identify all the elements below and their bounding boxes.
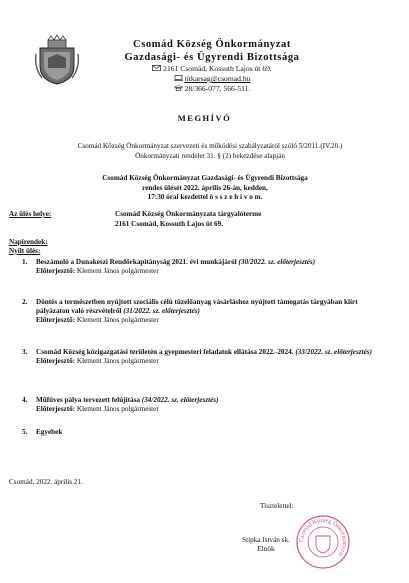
agenda-item-body	[36, 258, 382, 276]
agenda-item-presenter	[36, 357, 382, 366]
agenda-item-title-text: Beszámoló a Dunakeszi Rendőrkapitányság 2021. évi munkájáról	[36, 258, 237, 266]
phone-text: 28/366-077, 566-511.	[184, 84, 251, 93]
agenda-item-presenter	[36, 267, 382, 276]
agenda-item-number: 5.	[22, 428, 28, 436]
letterhead	[92, 38, 332, 94]
coat-of-arms-icon	[34, 34, 80, 86]
presenter-label: Előterjesztő:	[36, 357, 76, 366]
committee-name: Gazdasági- és Ügyrendi Bizottsága	[124, 52, 300, 63]
agenda-item-title	[36, 298, 382, 316]
address-text: 2161 Csomád, Kossuth Lajos út 69.	[163, 64, 272, 73]
agenda-item-number: 4.	[22, 396, 28, 404]
agenda-item-body	[36, 348, 382, 366]
agenda-item-presenter	[36, 316, 382, 325]
agenda-item-title	[36, 396, 382, 405]
open-session-label: Nyílt ülés:	[9, 247, 41, 255]
meeting-call-line: 17:30 órai kezdettel ö s s z e h í v o m.	[147, 193, 263, 201]
stamp-text: Csomád Község Önkormányzat	[298, 517, 348, 558]
venue-value	[115, 210, 395, 229]
agenda-item-number: 2.	[22, 298, 28, 306]
agenda-item-number: 3.	[22, 348, 28, 356]
document-title: MEGHÍVÓ	[177, 113, 232, 123]
svg-text:Csomád Község Önkormányzat	[299, 518, 347, 558]
agenda-item-note: (33/2022. sz. előterjesztés)	[295, 348, 372, 356]
greeting: Tisztelettel:	[260, 502, 294, 510]
agenda-item-title-text: Műfüves pálya tervezett felújítása	[36, 396, 140, 404]
phone-icon	[174, 85, 183, 91]
venue-address: 2161 Csomád, Kossuth Lajos út 69.	[115, 219, 224, 228]
presenter-name: Klement János polgármester	[76, 267, 159, 276]
phone-line	[92, 84, 332, 94]
agenda-item-title	[36, 348, 382, 357]
signatory-name: Stipka István sk.	[242, 536, 290, 544]
agenda-header	[9, 238, 48, 256]
agenda-item-title	[36, 258, 382, 267]
presenter-label: Előterjesztő:	[36, 316, 76, 325]
agenda-item-title-text: Döntés a természetben nyújtott szociális célú tüzelőanyag vásárláshoz nyújtott támogatás tárgyában kiírt pályázaton való részvételről	[36, 298, 358, 316]
presenter-label: Előterjesztő:	[36, 405, 76, 414]
agenda-label: Napirendek:	[9, 238, 48, 246]
computer-icon	[174, 75, 183, 81]
presenter-label: Előterjesztő:	[36, 267, 76, 276]
agenda-item-note: (31/2022. sz. előterjesztés)	[123, 307, 200, 316]
agenda-item-number: 1.	[22, 258, 28, 266]
agenda-item-note: (34/2022. sz. előterjesztés)	[141, 396, 219, 404]
presenter-name: Klement János polgármester	[76, 405, 159, 414]
venue-name: Csomád Község Önkormányzata tárgyalóterme	[115, 210, 262, 218]
envelope-icon	[152, 65, 161, 71]
agenda-item-note: (30/2022. sz. előterjesztés)	[238, 258, 316, 266]
presenter-name: Klement János polgármester	[76, 316, 159, 325]
email-line	[92, 74, 332, 84]
legal-basis-line: Önkormányzati rendelet 31. § (2) bekezdése alapján	[135, 151, 285, 160]
meeting-call-line: rendes ülését 2022. április 26-án, kedden,	[142, 183, 268, 192]
org-name: Csomád Község Önkormányzat	[133, 39, 291, 50]
document-date: Csomád, 2022. április 21.	[9, 478, 83, 486]
agenda-item-body	[36, 396, 382, 414]
address-line	[92, 64, 332, 74]
official-stamp	[295, 514, 351, 570]
venue-label: Az ülés helye:	[9, 210, 52, 218]
agenda-item-title: Egyebek	[36, 428, 63, 436]
email-text[interactable]: titkarsag@csomad.hu	[184, 74, 251, 83]
meeting-call	[60, 174, 350, 203]
agenda-item-title-text: Csomád Község közigazgatási területén a gyepmesteri feladatok ellátása 2022.-2024.	[36, 348, 294, 356]
agenda-item-body	[36, 428, 382, 437]
meeting-call-line: Csomád Község Önkormányzat Gazdasági- és Ügyrendi Bizottsága	[102, 174, 308, 182]
agenda-item-presenter	[36, 405, 382, 414]
agenda-item-body	[36, 298, 382, 326]
signatory-role: Elnök	[257, 545, 275, 553]
signature-block	[236, 536, 296, 554]
legal-basis	[40, 142, 380, 161]
presenter-name: Klement János polgármester	[76, 357, 159, 366]
legal-basis-line: Csomád Község Önkormányzat szervezeti és működési szabályzatáról szóló 5/2011.(IV.20.)	[77, 142, 343, 150]
